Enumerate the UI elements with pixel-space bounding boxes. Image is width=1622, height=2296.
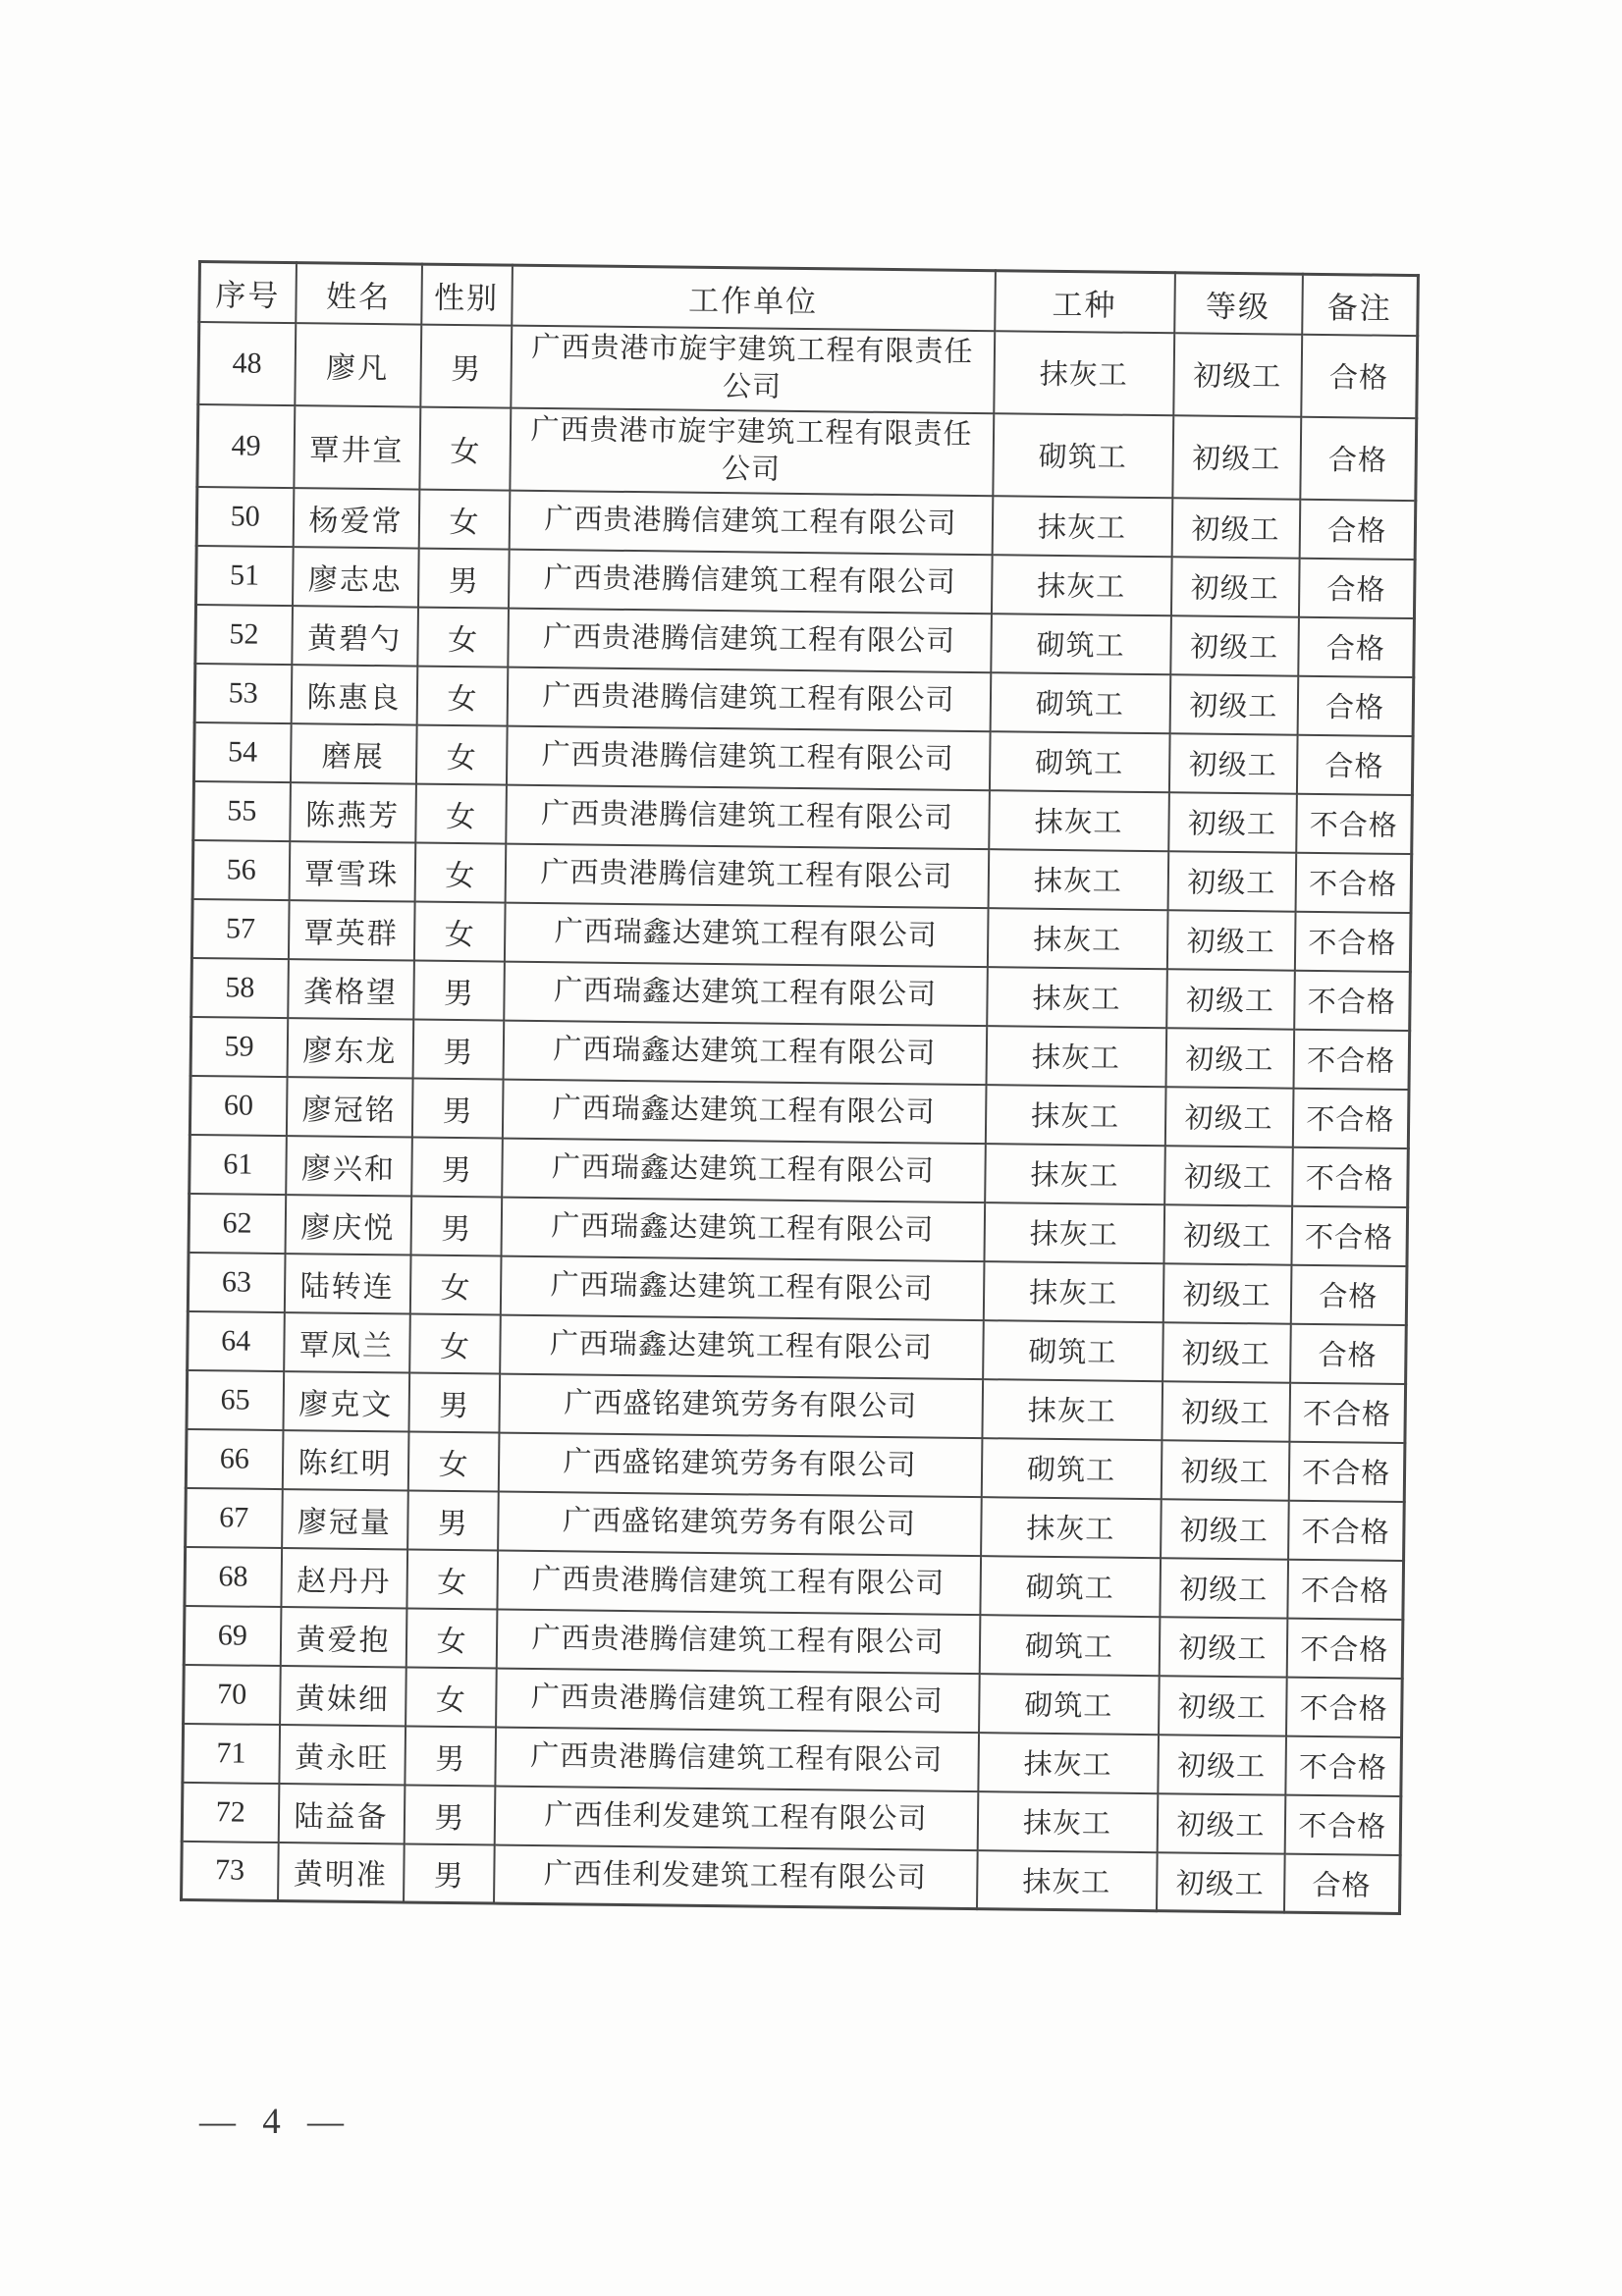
cell-seq: 65 (187, 1369, 284, 1429)
cell-seq: 52 (195, 604, 293, 664)
cell-seq: 57 (191, 898, 289, 958)
column-header: 工作单位 (512, 265, 996, 331)
results-table (180, 260, 1420, 1915)
cell-company: 广西瑞鑫达建筑工程有限公司 (501, 1197, 985, 1261)
cell-name: 黄爱抱 (280, 1607, 406, 1667)
cell-grade: 初级工 (1159, 1676, 1287, 1735)
cell-remark: 不合格 (1288, 1500, 1405, 1560)
cell-company: 广西贵港市旋宇建筑工程有限责任公司 (511, 325, 995, 413)
cell-job: 抹灰工 (985, 1144, 1165, 1204)
cell-name: 覃雪珠 (289, 841, 415, 901)
cell-name: 陆益备 (278, 1784, 405, 1843)
cell-grade: 初级工 (1169, 674, 1298, 734)
cell-job: 抹灰工 (976, 1850, 1157, 1911)
cell-gender: 男 (412, 1019, 504, 1079)
cell-job: 抹灰工 (991, 555, 1171, 615)
cell-name: 黄妹细 (280, 1666, 406, 1726)
cell-grade: 初级工 (1161, 1499, 1289, 1559)
cell-company: 广西贵港腾信建筑工程有限公司 (496, 1668, 980, 1733)
cell-seq: 53 (194, 663, 292, 722)
cell-name: 陈燕芳 (290, 782, 416, 842)
cell-grade: 初级工 (1156, 1852, 1284, 1912)
cell-company: 广西佳利发建筑工程有限公司 (494, 1844, 978, 1909)
cell-job: 抹灰工 (984, 1202, 1164, 1263)
cell-gender: 女 (406, 1549, 498, 1609)
results-table-wrap (180, 260, 1420, 1915)
cell-seq: 69 (184, 1605, 281, 1665)
cell-job: 抹灰工 (978, 1733, 1159, 1793)
table-row (198, 322, 1418, 418)
column-header: 备注 (1302, 274, 1419, 335)
cell-job: 砌筑工 (983, 1320, 1163, 1381)
cell-job: 抹灰工 (989, 790, 1169, 851)
page-number: — 4 — (199, 2102, 348, 2142)
column-header: 性别 (421, 264, 513, 325)
cell-company: 广西盛铭建筑劳务有限公司 (499, 1373, 983, 1438)
table-body (182, 322, 1418, 1914)
cell-name: 覃井宣 (294, 405, 420, 489)
cell-job: 抹灰工 (985, 1085, 1165, 1146)
cell-gender: 男 (411, 1137, 503, 1197)
cell-grade: 初级工 (1168, 733, 1297, 793)
cell-seq: 72 (182, 1782, 279, 1842)
cell-gender: 女 (406, 1608, 497, 1668)
cell-company: 广西瑞鑫达建筑工程有限公司 (500, 1314, 984, 1379)
cell-company: 广西贵港腾信建筑工程有限公司 (509, 490, 993, 555)
cell-grade: 初级工 (1158, 1735, 1286, 1794)
cell-seq: 60 (189, 1075, 287, 1135)
cell-job: 抹灰工 (982, 1379, 1162, 1440)
cell-grade: 初级工 (1162, 1263, 1291, 1323)
cell-seq: 54 (193, 721, 291, 781)
cell-remark: 不合格 (1286, 1618, 1403, 1678)
cell-grade: 初级工 (1166, 910, 1295, 970)
cell-company: 广西瑞鑫达建筑工程有限公司 (504, 961, 988, 1026)
cell-seq: 49 (197, 404, 295, 488)
cell-name: 黄永旺 (279, 1725, 406, 1785)
cell-gender: 女 (409, 1255, 501, 1314)
cell-job: 砌筑工 (979, 1615, 1160, 1676)
cell-company: 广西贵港腾信建筑工程有限公司 (509, 549, 993, 614)
cell-grade: 初级工 (1163, 1204, 1292, 1264)
cell-remark: 不合格 (1296, 793, 1413, 853)
cell-seq: 61 (189, 1134, 287, 1194)
cell-gender: 男 (408, 1372, 500, 1432)
cell-grade: 初级工 (1165, 1028, 1294, 1088)
cell-job: 抹灰工 (988, 849, 1168, 910)
cell-job: 抹灰工 (981, 1497, 1162, 1558)
cell-remark: 不合格 (1293, 1029, 1410, 1089)
cell-seq: 62 (189, 1193, 286, 1253)
cell-grade: 初级工 (1162, 1322, 1291, 1382)
cell-name: 廖凡 (295, 323, 421, 406)
cell-seq: 63 (188, 1252, 285, 1311)
cell-grade: 初级工 (1162, 1381, 1290, 1441)
cell-job: 抹灰工 (987, 967, 1167, 1028)
cell-gender: 男 (411, 1078, 503, 1138)
cell-grade: 初级工 (1171, 498, 1300, 558)
cell-gender: 男 (404, 1843, 495, 1903)
cell-seq: 71 (183, 1723, 280, 1783)
cell-job: 砌筑工 (990, 672, 1170, 733)
table-row (197, 404, 1417, 501)
cell-job: 抹灰工 (983, 1261, 1163, 1322)
column-header: 等级 (1174, 273, 1303, 334)
cell-remark: 不合格 (1287, 1559, 1404, 1619)
cell-remark: 不合格 (1285, 1735, 1402, 1795)
cell-company: 广西瑞鑫达建筑工程有限公司 (503, 1020, 987, 1085)
cell-name: 黄碧勺 (292, 606, 418, 666)
cell-name: 陆转连 (284, 1254, 410, 1313)
cell-seq: 56 (192, 839, 290, 899)
cell-name: 杨爱常 (293, 488, 419, 548)
cell-grade: 初级工 (1170, 557, 1299, 616)
cell-seq: 55 (193, 780, 291, 840)
cell-name: 廖东龙 (287, 1018, 413, 1078)
column-header: 工种 (995, 271, 1175, 333)
cell-job: 抹灰工 (986, 1026, 1166, 1087)
cell-company: 广西盛铭建筑劳务有限公司 (498, 1432, 982, 1497)
cell-grade: 初级工 (1167, 851, 1296, 911)
cell-seq: 68 (185, 1546, 282, 1606)
cell-gender: 女 (409, 1313, 501, 1373)
cell-job: 抹灰工 (987, 908, 1167, 969)
cell-name: 廖冠铭 (286, 1077, 412, 1137)
column-header: 序号 (199, 262, 297, 323)
cell-remark: 合格 (1298, 558, 1415, 617)
cell-remark: 不合格 (1288, 1441, 1405, 1501)
cell-grade: 初级工 (1173, 333, 1302, 416)
cell-remark: 不合格 (1292, 1088, 1409, 1148)
cell-job: 砌筑工 (989, 731, 1169, 792)
cell-grade: 初级工 (1170, 615, 1299, 675)
cell-gender: 男 (407, 1490, 499, 1550)
cell-remark: 不合格 (1291, 1205, 1408, 1265)
cell-remark: 合格 (1290, 1264, 1407, 1324)
cell-seq: 64 (188, 1310, 285, 1370)
cell-name: 磨展 (290, 723, 416, 783)
cell-company: 广西瑞鑫达建筑工程有限公司 (504, 902, 988, 967)
cell-remark: 不合格 (1294, 970, 1411, 1030)
cell-company: 广西贵港市旋宇建筑工程有限责任公司 (510, 407, 994, 496)
cell-gender: 男 (420, 324, 512, 407)
cell-name: 廖冠量 (282, 1489, 408, 1549)
table-row (182, 1841, 1401, 1913)
cell-company: 广西贵港腾信建筑工程有限公司 (497, 1550, 981, 1615)
cell-remark: 合格 (1301, 334, 1418, 417)
cell-name: 廖克文 (283, 1371, 409, 1431)
cell-gender: 男 (413, 960, 505, 1020)
cell-grade: 初级工 (1157, 1793, 1285, 1853)
cell-company: 广西贵港腾信建筑工程有限公司 (496, 1609, 980, 1674)
cell-name: 龚格望 (288, 959, 414, 1019)
cell-company: 广西瑞鑫达建筑工程有限公司 (500, 1255, 984, 1320)
cell-company: 广西贵港腾信建筑工程有限公司 (506, 784, 990, 849)
cell-remark: 不合格 (1289, 1382, 1406, 1442)
cell-job: 砌筑工 (979, 1674, 1160, 1735)
cell-job: 砌筑工 (981, 1438, 1162, 1499)
cell-gender: 女 (407, 1431, 499, 1491)
cell-gender: 男 (404, 1785, 495, 1844)
cell-company: 广西瑞鑫达建筑工程有限公司 (502, 1079, 986, 1144)
cell-grade: 初级工 (1172, 415, 1301, 499)
cell-seq: 51 (196, 545, 294, 605)
cell-remark: 合格 (1290, 1323, 1407, 1383)
cell-grade: 初级工 (1164, 1146, 1293, 1205)
cell-seq: 73 (182, 1841, 279, 1900)
cell-company: 广西盛铭建筑劳务有限公司 (498, 1491, 982, 1556)
cell-company: 广西贵港腾信建筑工程有限公司 (495, 1727, 979, 1791)
cell-gender: 女 (414, 842, 506, 902)
cell-job: 砌筑工 (993, 413, 1173, 498)
cell-company: 广西贵港腾信建筑工程有限公司 (508, 608, 992, 672)
cell-remark: 合格 (1296, 734, 1413, 794)
cell-company: 广西贵港腾信建筑工程有限公司 (505, 843, 989, 908)
cell-grade: 初级工 (1159, 1617, 1287, 1677)
cell-name: 赵丹丹 (281, 1548, 407, 1608)
cell-seq: 67 (186, 1487, 283, 1547)
cell-gender: 女 (413, 901, 505, 961)
cell-seq: 48 (198, 322, 296, 405)
cell-name: 覃凤兰 (284, 1312, 410, 1372)
cell-gender: 女 (419, 406, 511, 490)
cell-name: 覃英群 (288, 900, 414, 960)
cell-seq: 66 (186, 1428, 283, 1488)
cell-name: 陈红明 (282, 1430, 408, 1490)
cell-remark: 不合格 (1294, 911, 1411, 971)
cell-job: 砌筑工 (991, 614, 1171, 674)
cell-remark: 合格 (1283, 1853, 1400, 1913)
cell-remark: 不合格 (1295, 852, 1412, 912)
cell-company: 广西贵港腾信建筑工程有限公司 (506, 725, 990, 790)
cell-name: 黄明准 (278, 1842, 405, 1902)
cell-gender: 男 (418, 548, 510, 608)
cell-gender: 女 (415, 783, 507, 843)
cell-grade: 初级工 (1161, 1440, 1289, 1500)
cell-grade: 初级工 (1160, 1558, 1288, 1618)
cell-job: 抹灰工 (992, 496, 1172, 557)
cell-remark: 不合格 (1284, 1794, 1401, 1854)
cell-seq: 59 (190, 1016, 288, 1076)
cell-remark: 合格 (1300, 416, 1417, 500)
cell-gender: 男 (410, 1196, 502, 1255)
cell-seq: 70 (184, 1664, 281, 1724)
cell-remark: 不合格 (1286, 1677, 1403, 1736)
cell-job: 抹灰工 (994, 331, 1174, 415)
cell-company: 广西佳利发建筑工程有限公司 (494, 1786, 978, 1850)
cell-gender: 女 (416, 666, 508, 725)
cell-gender: 女 (415, 724, 507, 784)
cell-name: 廖兴和 (286, 1136, 412, 1196)
cell-remark: 合格 (1298, 616, 1415, 676)
cell-name: 廖庆悦 (285, 1195, 411, 1255)
cell-name: 陈惠良 (291, 665, 417, 724)
cell-gender: 女 (417, 607, 509, 667)
cell-gender: 女 (418, 489, 510, 549)
cell-remark: 不合格 (1292, 1147, 1409, 1206)
cell-job: 抹灰工 (977, 1791, 1158, 1852)
cell-name: 廖志忠 (293, 547, 419, 607)
cell-grade: 初级工 (1164, 1087, 1293, 1147)
cell-job: 砌筑工 (980, 1556, 1161, 1617)
cell-seq: 50 (196, 487, 294, 547)
cell-seq: 58 (191, 957, 289, 1017)
cell-gender: 女 (406, 1667, 497, 1727)
cell-grade: 初级工 (1166, 969, 1295, 1029)
cell-remark: 合格 (1299, 499, 1416, 559)
cell-remark: 合格 (1297, 675, 1414, 735)
cell-company: 广西贵港腾信建筑工程有限公司 (507, 667, 991, 731)
cell-company: 广西瑞鑫达建筑工程有限公司 (502, 1138, 986, 1202)
column-header: 姓名 (296, 263, 422, 324)
cell-grade: 初级工 (1168, 792, 1297, 852)
cell-gender: 男 (405, 1726, 496, 1786)
